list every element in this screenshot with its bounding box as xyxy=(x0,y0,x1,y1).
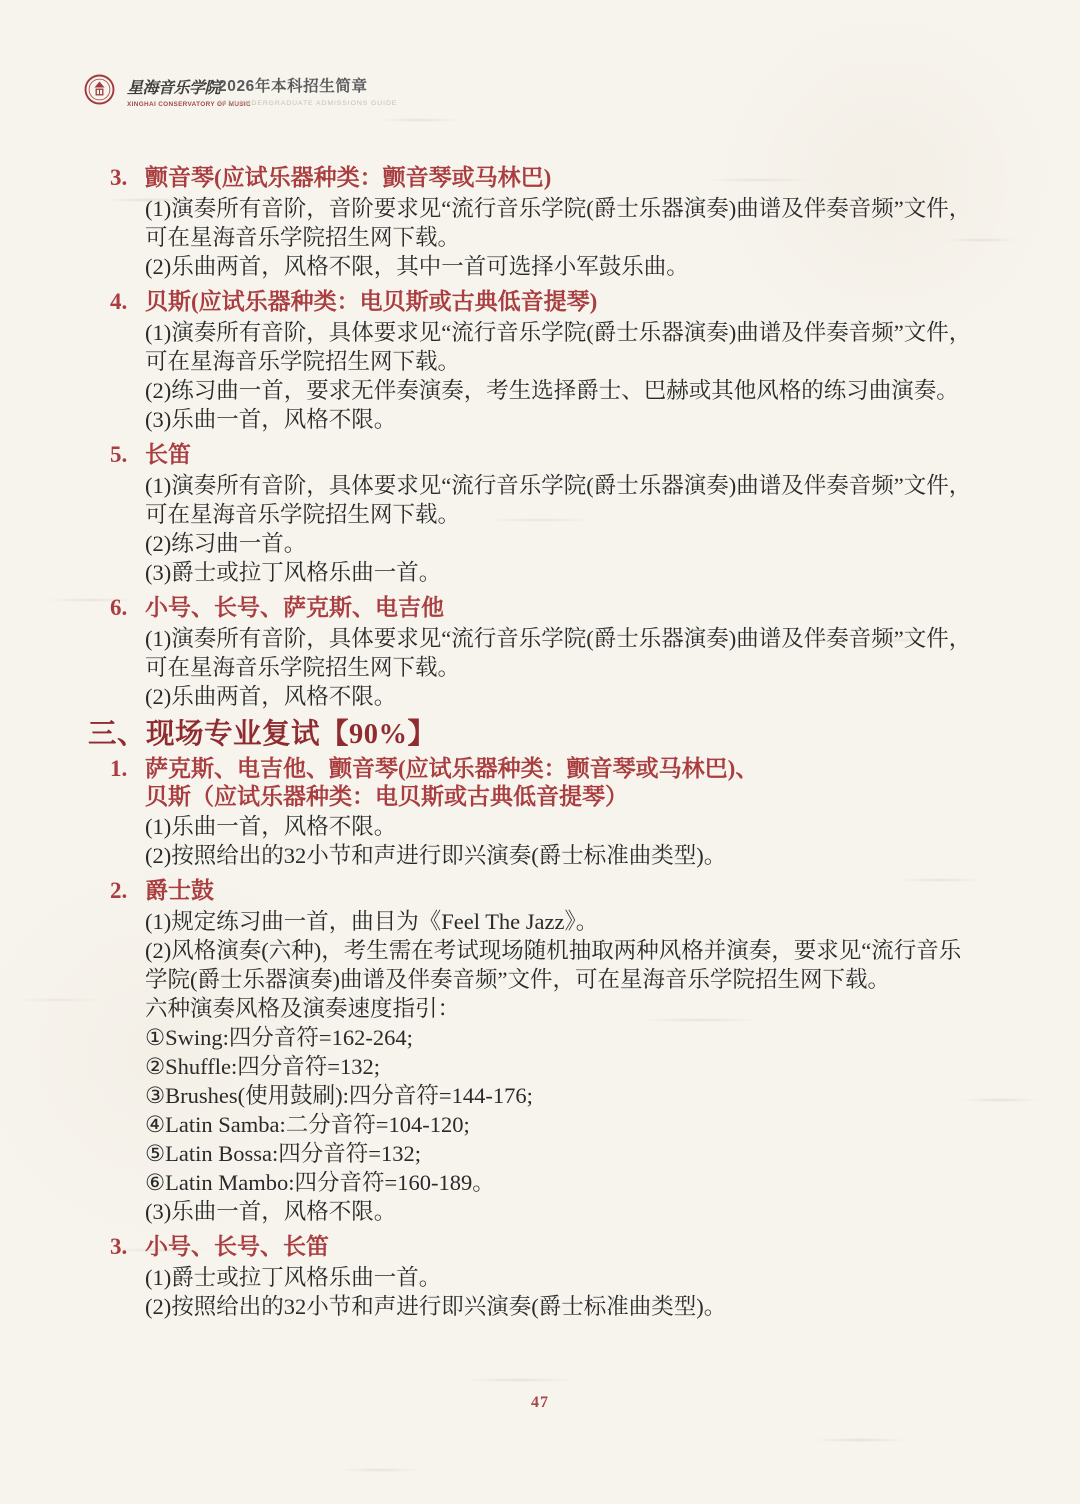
section-title: 爵士鼓 xyxy=(145,878,214,903)
section-heading xyxy=(110,876,1080,906)
requirement-line: (2)按照给出的32小节和声进行即兴演奏(爵士标准曲类型)。 xyxy=(145,1294,727,1319)
section-heading xyxy=(110,287,1080,317)
requirement-line: (2)乐曲两首，风格不限。 xyxy=(145,684,397,709)
section-number: 1. xyxy=(110,756,128,781)
instrument-section-vibraphone xyxy=(0,163,1080,281)
section-title: 贝斯(应试乐器种类：电贝斯或古典低音提琴) xyxy=(145,289,598,314)
section-heading xyxy=(110,163,1080,193)
requirement-line: (2)练习曲一首，要求无伴奏演奏，考生选择爵士、巴赫或其他风格的练习曲演奏。 xyxy=(145,378,959,403)
section-title: 小号、长号、长笛 xyxy=(145,1234,329,1259)
retest-section-sax-guitar-vibes-bass xyxy=(0,755,1080,870)
doc-subtitle: 2026 UNDERGRADUATE ADMISSIONS GUIDE xyxy=(218,100,398,107)
section-title-line1: 萨克斯、电吉他、颤音琴(应试乐器种类：颤音琴或马林巴)、 xyxy=(145,756,759,781)
requirement-line: (2)风格演奏(六种)，考生需在考试现场随机抽取两种风格并演奏，要求见“流行音乐学院(爵士乐器演奏)曲谱及伴奏音频”文件，可在星海音乐学院招生网下载。 xyxy=(145,938,962,992)
requirement-line: (3)乐曲一首，风格不限。 xyxy=(145,1199,397,1224)
tempo-guide-brushes: ③Brushes(使用鼓刷):四分音符=144-176; xyxy=(145,1083,533,1108)
school-name-calligraphy: 星海音乐学院 xyxy=(127,80,221,97)
requirement-line: (1)规定练习曲一首，曲目为《Feel The Jazz》。 xyxy=(145,909,599,934)
requirement-line: (1)演奏所有音阶，具体要求见“流行音乐学院(爵士乐器演奏)曲谱及伴奏音频”文件，可在星海音乐学院招生网下载。 xyxy=(145,473,972,527)
section-title-line2: 贝斯（应试乐器种类：电贝斯或古典低音提琴） xyxy=(145,784,628,809)
document-content xyxy=(0,150,1080,1327)
section-heading xyxy=(110,755,1080,811)
page-number: 47 xyxy=(531,1394,549,1411)
retest-section-trumpet-trombone-flute xyxy=(0,1232,1080,1321)
requirement-line: (2)乐曲两首，风格不限，其中一首可选择小军鼓乐曲。 xyxy=(145,254,689,279)
instrument-section-bass xyxy=(0,287,1080,434)
section-title xyxy=(145,755,1080,811)
section-number: 3. xyxy=(110,165,128,190)
requirement-line: (1)演奏所有音阶，音阶要求见“流行音乐学院(爵士乐器演奏)曲谱及伴奏音频”文件，可在星海音乐学院招生网下载。 xyxy=(145,196,972,250)
page-header xyxy=(0,0,1080,130)
tempo-guide-latin-mambo: ⑥Latin Mambo:四分音符=160-189。 xyxy=(145,1170,495,1195)
requirement-line: (1)演奏所有音阶，具体要求见“流行音乐学院(爵士乐器演奏)曲谱及伴奏音频”文件，可在星海音乐学院招生网下载。 xyxy=(145,320,972,374)
requirement-line: 六种演奏风格及演奏速度指引： xyxy=(145,996,461,1021)
section-title: 小号、长号、萨克斯、电吉他 xyxy=(145,595,444,620)
section-number: 6. xyxy=(110,595,128,620)
section-number: 4. xyxy=(110,289,128,314)
requirement-line: (1)爵士或拉丁风格乐曲一首。 xyxy=(145,1265,442,1290)
requirement-line: (2)练习曲一首。 xyxy=(145,531,307,556)
tempo-guide-shuffle: ②Shuffle:四分音符=132; xyxy=(145,1054,380,1079)
school-name-english: XINGHAI CONSERVATORY OF MUSIC xyxy=(127,101,252,108)
doc-title: 2026年本科招生简章 xyxy=(218,78,368,95)
requirement-line: (3)乐曲一首，风格不限。 xyxy=(145,407,397,432)
section-heading xyxy=(110,440,1080,470)
section-heading xyxy=(110,1232,1080,1262)
tempo-guide-swing: ①Swing:四分音符=162-264; xyxy=(145,1025,413,1050)
section-number: 5. xyxy=(110,442,128,467)
requirement-line: (3)爵士或拉丁风格乐曲一首。 xyxy=(145,560,442,585)
doc-title-block xyxy=(218,74,397,107)
section-heading xyxy=(110,593,1080,623)
tempo-guide-latin-samba: ④Latin Samba:二分音符=104-120; xyxy=(145,1112,470,1137)
school-seal-icon xyxy=(84,74,115,105)
instrument-section-flute xyxy=(0,440,1080,587)
section-number: 3. xyxy=(110,1234,128,1259)
requirement-line: (2)按照给出的32小节和声进行即兴演奏(爵士标准曲类型)。 xyxy=(145,843,727,868)
round-heading: 三、现场专业复试【90%】 xyxy=(88,719,437,750)
retest-section-jazz-drums xyxy=(0,876,1080,1226)
requirement-line: (1)演奏所有音阶，具体要求见“流行音乐学院(爵士乐器演奏)曲谱及伴奏音频”文件，可在星海音乐学院招生网下载。 xyxy=(145,626,972,680)
tempo-guide-latin-bossa: ⑤Latin Bossa:四分音符=132; xyxy=(145,1141,421,1166)
requirement-line: (1)乐曲一首，风格不限。 xyxy=(145,814,397,839)
instrument-section-brass-guitar xyxy=(0,593,1080,711)
section-title: 颤音琴(应试乐器种类：颤音琴或马林巴) xyxy=(145,165,552,190)
section-title: 长笛 xyxy=(145,442,191,467)
school-name-block xyxy=(127,75,252,108)
section-number: 2. xyxy=(110,878,128,903)
